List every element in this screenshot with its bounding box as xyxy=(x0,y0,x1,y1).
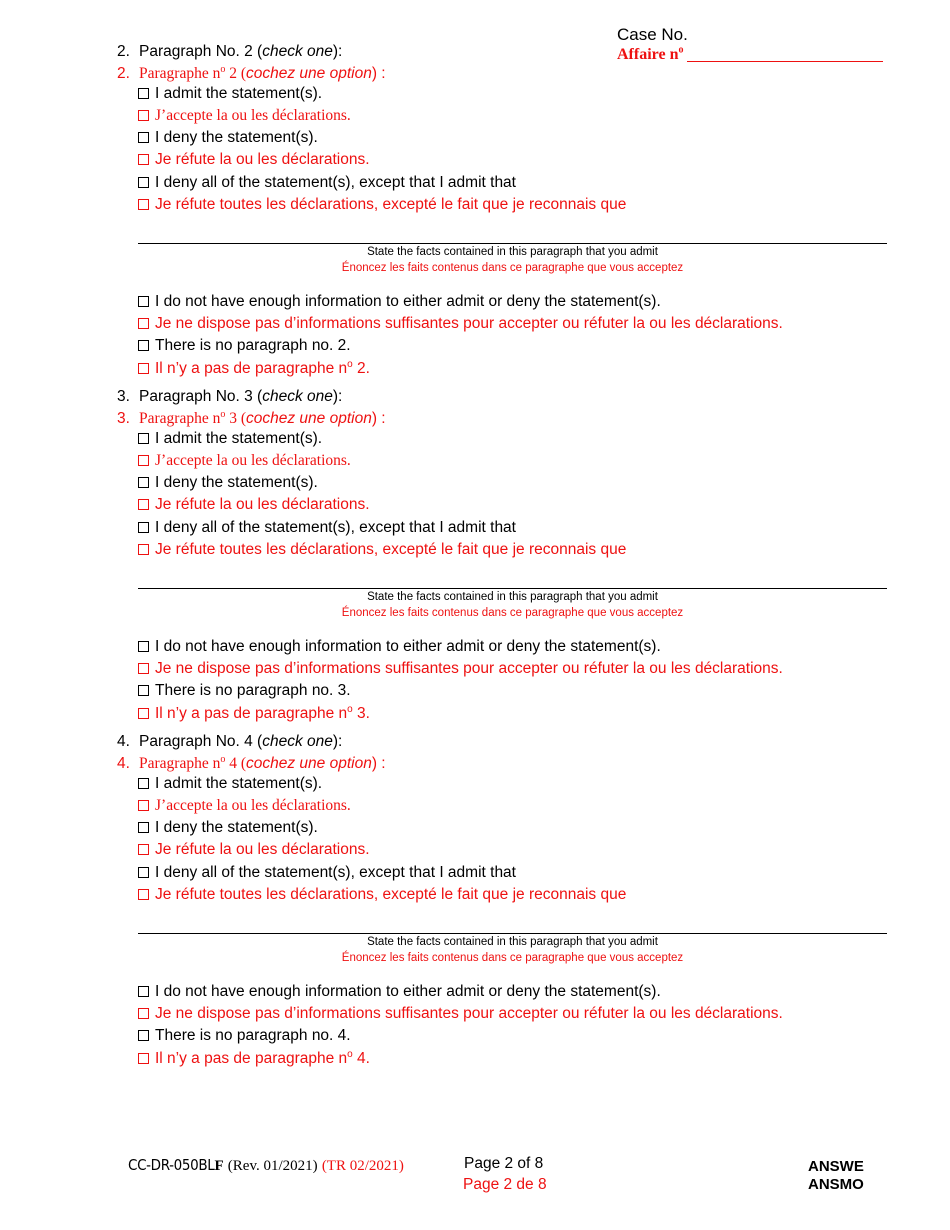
option-no-info-fr[interactable] xyxy=(138,660,783,678)
checkbox[interactable] xyxy=(138,340,149,351)
option-label: Je réfute la ou les déclarations. xyxy=(155,151,370,168)
checkbox[interactable] xyxy=(138,986,149,997)
form-revision: (Rev. 01/2021) xyxy=(227,1158,318,1174)
option-label: Je ne dispose pas d’informations suffisantes pour accepter ou réfuter la ou les déclarations. xyxy=(155,315,783,332)
option-label: I deny the statement(s). xyxy=(155,129,318,146)
checkbox[interactable] xyxy=(138,663,149,674)
checkbox[interactable] xyxy=(138,800,149,811)
checkbox[interactable] xyxy=(138,477,149,488)
option-no-paragraph[interactable] xyxy=(138,682,351,700)
option-admit[interactable] xyxy=(138,775,322,793)
page-number-fr: Page 2 de 8 xyxy=(463,1176,547,1193)
checkbox[interactable] xyxy=(138,778,149,789)
affaire-no-label xyxy=(617,45,883,64)
heading-italic: cochez une option xyxy=(246,755,372,773)
option-no-paragraph[interactable] xyxy=(138,337,351,355)
option-label: I do not have enough information to either admit or deny the statement(s). xyxy=(155,638,661,655)
admitted-facts-caption-en: State the facts contained in this paragraph that you admit xyxy=(367,936,658,948)
option-label: I do not have enough information to either admit or deny the statement(s). xyxy=(155,983,661,1000)
heading-text: Paragraphe n xyxy=(139,65,221,83)
admitted-facts-line[interactable] xyxy=(138,243,887,244)
checkbox[interactable] xyxy=(138,641,149,652)
paragraph-number: 4. xyxy=(117,755,130,773)
heading-sup: o xyxy=(220,754,226,765)
paragraph-number: 4. xyxy=(117,733,130,750)
heading-italic: cochez une option xyxy=(246,410,372,428)
option-deny-except-fr[interactable] xyxy=(138,886,626,904)
option-label: J’accepte la ou les déclarations. xyxy=(155,107,351,124)
option-admit-fr[interactable] xyxy=(138,107,351,125)
option-label-end: 2. xyxy=(352,360,370,378)
checkbox[interactable] xyxy=(138,522,149,533)
option-label: I admit the statement(s). xyxy=(155,430,323,447)
heading-italic: cochez une option xyxy=(246,65,372,83)
page-number-en: Page 2 of 8 xyxy=(464,1155,544,1172)
option-label: There is no paragraph no. 4. xyxy=(155,1027,351,1044)
paragraph-heading-fr xyxy=(117,754,386,773)
form-code-suffix: F xyxy=(214,1158,224,1174)
checkbox[interactable] xyxy=(138,822,149,833)
option-label: I deny all of the statement(s), except that I admit that xyxy=(155,864,516,881)
admitted-facts-caption-fr: Énoncez les faits contenus dans ce paragraphe que vous acceptez xyxy=(341,262,684,274)
paragraph-heading-en xyxy=(117,733,342,751)
heading-close: ) : xyxy=(371,755,386,773)
heading-italic: check one xyxy=(262,388,333,405)
heading-text: Paragraphe n xyxy=(139,410,221,428)
case-number-field[interactable] xyxy=(687,47,883,62)
checkbox[interactable] xyxy=(138,132,149,143)
checkbox[interactable] xyxy=(138,1008,149,1019)
heading-close: ) : xyxy=(371,410,386,428)
checkbox[interactable] xyxy=(138,499,149,510)
option-label: I deny the statement(s). xyxy=(155,819,318,836)
option-label: Il n’y a pas de paragraphe n xyxy=(155,1050,348,1068)
heading-italic: check one xyxy=(262,733,333,750)
admitted-facts-caption-fr: Énoncez les faits contenus dans ce paragraphe que vous acceptez xyxy=(341,952,684,964)
option-admit-fr[interactable] xyxy=(138,452,351,470)
option-label: Je réfute la ou les déclarations. xyxy=(155,841,370,858)
option-no-info[interactable] xyxy=(138,293,661,311)
option-no-info-fr[interactable] xyxy=(138,315,783,333)
option-label: Je réfute la ou les déclarations. xyxy=(155,496,370,513)
heading-close: ): xyxy=(332,388,343,405)
option-deny[interactable] xyxy=(138,474,318,492)
affaire-no-text: Affaire $n^o$ xyxy=(617,45,684,64)
option-admit[interactable] xyxy=(138,430,322,448)
option-label: I deny all of the statement(s), except that I admit that xyxy=(155,174,516,191)
heading-text: Paragraph No. 4 ( xyxy=(139,733,263,750)
option-deny-except-fr[interactable] xyxy=(138,541,626,559)
option-label: Je réfute toutes les déclarations, excepté le fait que je reconnais que xyxy=(155,541,627,558)
option-label: I deny the statement(s). xyxy=(155,474,318,491)
option-no-paragraph-fr[interactable] xyxy=(138,704,370,723)
admitted-facts-caption-fr: Énoncez les faits contenus dans ce paragraphe que vous acceptez xyxy=(341,607,684,619)
option-label: Je ne dispose pas d’informations suffisantes pour accepter ou réfuter la ou les déclarations. xyxy=(155,1005,783,1022)
form-title-fr: ANSMO xyxy=(808,1176,864,1193)
checkbox[interactable] xyxy=(138,455,149,466)
option-deny-except[interactable] xyxy=(138,864,516,882)
option-no-info[interactable] xyxy=(138,983,661,1001)
checkbox[interactable] xyxy=(138,296,149,307)
option-label: Il n’y a pas de paragraphe n xyxy=(155,360,348,378)
paragraph-heading-fr xyxy=(117,409,386,428)
option-label: J’accepte la ou les déclarations. xyxy=(155,452,351,469)
paragraph-number: 3. xyxy=(117,388,130,405)
option-label: There is no paragraph no. 3. xyxy=(155,682,351,699)
option-label-end: 3. xyxy=(352,705,370,723)
option-label: I do not have enough information to either admit or deny the statement(s). xyxy=(155,293,661,310)
form-code xyxy=(128,1156,404,1175)
option-deny-except-fr[interactable] xyxy=(138,196,626,214)
form-translation-revision: (TR 02/2021) xyxy=(321,1158,404,1174)
option-label-sup: o xyxy=(347,704,353,715)
form-code-text: CC-DR-050BL xyxy=(128,1156,215,1174)
checkbox[interactable] xyxy=(138,110,149,121)
option-deny-fr[interactable] xyxy=(138,496,370,514)
option-no-paragraph-fr[interactable] xyxy=(138,1049,370,1068)
heading-close: ): xyxy=(332,733,343,750)
option-no-paragraph[interactable] xyxy=(138,1027,351,1045)
option-no-info[interactable] xyxy=(138,638,661,656)
case-no-label: Case No. xyxy=(617,25,688,44)
heading-italic: check one xyxy=(262,43,333,60)
option-label-sup: o xyxy=(347,1049,353,1060)
checkbox[interactable] xyxy=(138,177,149,188)
option-label: Il n’y a pas de paragraphe n xyxy=(155,705,348,723)
checkbox[interactable] xyxy=(138,199,149,210)
option-label: Je réfute toutes les déclarations, excepté le fait que je reconnais que xyxy=(155,196,627,213)
option-label: Je réfute toutes les déclarations, excepté le fait que je reconnais que xyxy=(155,886,627,903)
admitted-facts-caption-en: State the facts contained in this paragraph that you admit xyxy=(367,246,658,258)
checkbox[interactable] xyxy=(138,844,149,855)
option-deny-fr[interactable] xyxy=(138,151,370,169)
option-deny[interactable] xyxy=(138,129,318,147)
option-admit-fr[interactable] xyxy=(138,797,351,815)
checkbox[interactable] xyxy=(138,685,149,696)
paragraph-heading-en xyxy=(117,43,342,61)
heading-sup: o xyxy=(220,64,226,75)
checkbox[interactable] xyxy=(138,88,149,99)
option-deny-except[interactable] xyxy=(138,174,516,192)
checkbox[interactable] xyxy=(138,318,149,329)
option-label: I admit the statement(s). xyxy=(155,85,323,102)
option-deny-except[interactable] xyxy=(138,519,516,537)
paragraph-heading-en xyxy=(117,388,342,406)
option-deny-fr[interactable] xyxy=(138,841,370,859)
option-label: I admit the statement(s). xyxy=(155,775,323,792)
heading-text: Paragraphe n xyxy=(139,755,221,773)
checkbox[interactable] xyxy=(138,708,149,719)
admitted-facts-line[interactable] xyxy=(138,933,887,934)
heading-text: Paragraph No. 2 ( xyxy=(139,43,263,60)
checkbox[interactable] xyxy=(138,867,149,878)
heading-mid: 4 ( xyxy=(225,755,247,773)
checkbox[interactable] xyxy=(138,154,149,165)
admitted-facts-line[interactable] xyxy=(138,588,887,589)
option-label: I deny all of the statement(s), except that I admit that xyxy=(155,519,516,536)
checkbox[interactable] xyxy=(138,1053,149,1064)
heading-text: Paragraph No. 3 ( xyxy=(139,388,263,405)
option-label: J’accepte la ou les déclarations. xyxy=(155,797,351,814)
paragraph-number: 3. xyxy=(117,410,130,428)
option-label: There is no paragraph no. 2. xyxy=(155,337,351,354)
paragraph-number: 2. xyxy=(117,43,130,60)
option-label: Je ne dispose pas d’informations suffisantes pour accepter ou réfuter la ou les déclarations. xyxy=(155,660,783,677)
option-admit[interactable] xyxy=(138,85,322,103)
paragraph-number: 2. xyxy=(117,65,130,83)
option-deny[interactable] xyxy=(138,819,318,837)
paragraph-heading-fr xyxy=(117,64,386,83)
form-title-en: ANSWE xyxy=(808,1158,864,1175)
option-label-sup: o xyxy=(347,359,353,370)
heading-mid: 2 ( xyxy=(225,65,247,83)
checkbox[interactable] xyxy=(138,433,149,444)
heading-sup: o xyxy=(220,409,226,420)
option-label-end: 4. xyxy=(352,1050,370,1068)
admitted-facts-caption-en: State the facts contained in this paragraph that you admit xyxy=(367,591,658,603)
heading-close: ): xyxy=(332,43,343,60)
option-no-info-fr[interactable] xyxy=(138,1005,783,1023)
checkbox[interactable] xyxy=(138,889,149,900)
option-no-paragraph-fr[interactable] xyxy=(138,359,370,378)
heading-mid: 3 ( xyxy=(225,410,247,428)
checkbox[interactable] xyxy=(138,363,149,374)
checkbox[interactable] xyxy=(138,544,149,555)
checkbox[interactable] xyxy=(138,1030,149,1041)
heading-close: ) : xyxy=(371,65,386,83)
